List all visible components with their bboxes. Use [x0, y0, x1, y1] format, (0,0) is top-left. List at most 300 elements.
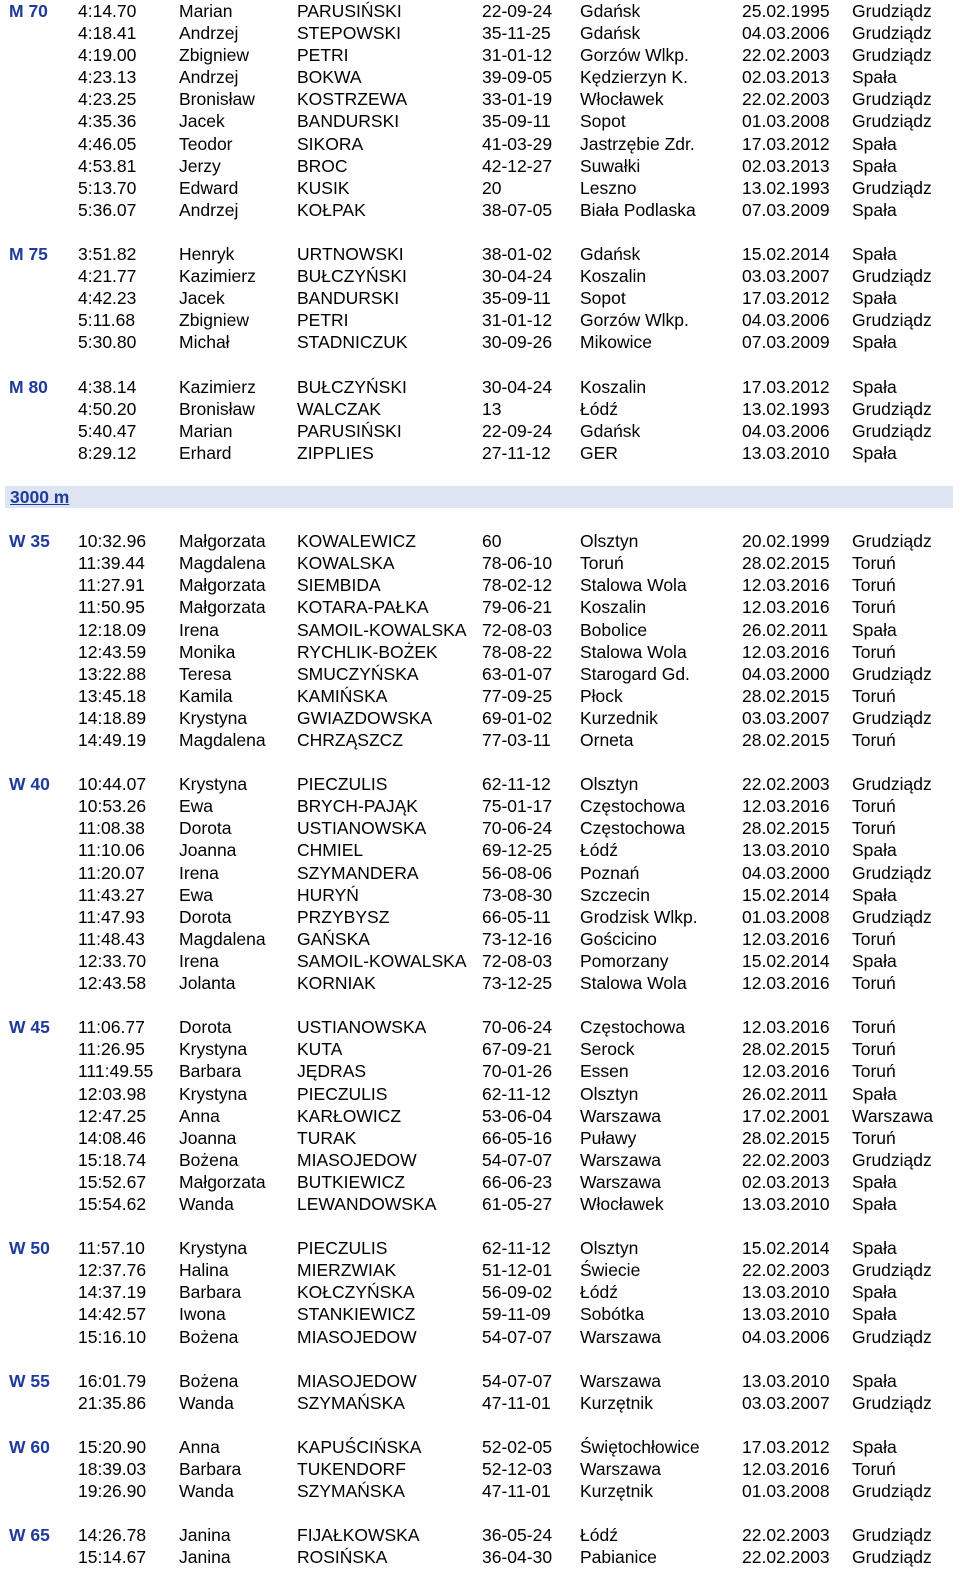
- table-row: [0, 1016, 960, 1038]
- venue: Toruń: [852, 685, 896, 706]
- table-row: [0, 773, 960, 795]
- table-row: [0, 155, 960, 177]
- table-row: [0, 1259, 960, 1281]
- club-city: Olsztyn: [580, 1083, 639, 1104]
- club-city: Jastrzębie Zdr.: [580, 133, 695, 154]
- venue: Grudziądz: [852, 45, 932, 66]
- result-time: 11:39.44: [78, 553, 145, 574]
- first-name: Ewa: [179, 884, 214, 905]
- table-row: [0, 66, 960, 88]
- table-row: [0, 287, 960, 309]
- result-time: 5:30.80: [78, 332, 137, 353]
- birth-date: 36-05-24: [482, 1525, 553, 1546]
- record-date: 17.03.2012: [742, 1437, 830, 1457]
- first-name: Małgorzata: [179, 597, 266, 618]
- club-city: Sopot: [580, 111, 626, 132]
- birth-date: 70-01-26: [482, 1061, 553, 1082]
- last-name: SIEMBIDA: [297, 575, 381, 596]
- venue: Spała: [852, 1282, 897, 1303]
- table-row: [0, 641, 960, 663]
- result-time: 4:23.13: [78, 67, 137, 88]
- club-city: Pabianice: [580, 1547, 657, 1568]
- record-date: 17.02.2001: [742, 1105, 830, 1126]
- result-time: 4:53.81: [78, 155, 137, 176]
- birth-date: 27-11-12: [482, 442, 551, 463]
- result-time: 4:35.36: [78, 111, 137, 132]
- venue: Warszawa: [852, 1105, 934, 1126]
- last-name: KOSTRZEWA: [297, 89, 408, 110]
- last-name: STEPOWSKI: [297, 23, 402, 44]
- venue: Spała: [852, 884, 897, 905]
- spacer: [0, 1502, 960, 1524]
- venue: Grudziądz: [852, 1, 932, 21]
- birth-date: 42-12-27: [482, 155, 553, 176]
- last-name: KOTARA-PAŁKA: [297, 597, 429, 618]
- club-city: Suwałki: [580, 155, 641, 176]
- record-date: 12.03.2016: [742, 1061, 830, 1082]
- venue: Spała: [852, 376, 897, 397]
- record-date: 28.02.2015: [742, 818, 830, 839]
- club-city: Olsztyn: [580, 531, 639, 552]
- last-name: PIECZULIS: [297, 774, 388, 795]
- record-date: 13.03.2010: [742, 840, 830, 861]
- age-category: W 65: [9, 1525, 50, 1546]
- last-name: CHRZĄSZCZ: [297, 730, 403, 750]
- table-row: [0, 1193, 960, 1215]
- record-date: 22.02.2003: [742, 1547, 830, 1568]
- club-city: Płock: [580, 685, 623, 706]
- last-name: JĘDRAS: [297, 1061, 367, 1082]
- first-name: Krystyna: [179, 1039, 248, 1060]
- venue: Grudziądz: [852, 177, 932, 198]
- result-time: 14:18.89: [78, 707, 147, 728]
- record-date: 02.03.2013: [742, 1171, 830, 1192]
- club-city: Essen: [580, 1061, 629, 1082]
- birth-date: 63-01-07: [482, 663, 553, 684]
- venue: Grudziądz: [852, 310, 932, 331]
- last-name: PIECZULIS: [297, 1083, 388, 1104]
- birth-date: 53-06-04: [482, 1105, 553, 1126]
- first-name: Barbara: [179, 1061, 242, 1082]
- first-name: Irena: [179, 950, 219, 971]
- birth-date: 47-11-01: [482, 1481, 551, 1502]
- first-name: Marian: [179, 1, 233, 21]
- birth-date: 30-04-24: [482, 266, 553, 287]
- first-name: Edward: [179, 177, 239, 198]
- record-date: 01.03.2008: [742, 111, 830, 132]
- club-city: Gorzów Wlkp.: [580, 45, 689, 66]
- venue: Spała: [852, 332, 897, 353]
- birth-date: 54-07-07: [482, 1149, 553, 1170]
- record-date: 04.03.2006: [742, 23, 830, 44]
- record-date: 02.03.2013: [742, 67, 830, 88]
- table-row: [0, 1524, 960, 1546]
- last-name: BUŁCZYŃSKI: [297, 376, 407, 397]
- result-time: 15:54.62: [78, 1193, 147, 1214]
- birth-date: 31-01-12: [482, 310, 553, 331]
- birth-date: 79-06-21: [482, 597, 553, 618]
- first-name: Joanna: [179, 1127, 237, 1148]
- venue: Grudziądz: [852, 1525, 932, 1546]
- first-name: Marian: [179, 420, 233, 441]
- birth-date: 73-12-25: [482, 973, 553, 994]
- birth-date: 72-08-03: [482, 619, 553, 640]
- first-name: Wanda: [179, 1481, 234, 1502]
- club-city: Warszawa: [580, 1171, 662, 1192]
- birth-date: 61-05-27: [482, 1193, 553, 1214]
- first-name: Anna: [179, 1105, 220, 1126]
- table-row: [0, 530, 960, 552]
- record-date: 13.03.2010: [742, 1282, 830, 1303]
- result-time: 4:21.77: [78, 266, 137, 287]
- club-city: Warszawa: [580, 1326, 662, 1347]
- result-time: 11:48.43: [78, 928, 145, 949]
- club-city: Olsztyn: [580, 1238, 639, 1259]
- last-name: BANDURSKI: [297, 111, 400, 132]
- club-city: Starogard Gd.: [580, 663, 690, 684]
- table-row: [0, 22, 960, 44]
- record-date: 17.03.2012: [742, 376, 830, 397]
- venue: Toruń: [852, 597, 896, 618]
- result-time: 14:08.46: [78, 1127, 147, 1148]
- result-time: 4:46.05: [78, 133, 137, 154]
- record-date: 15.02.2014: [742, 1238, 830, 1259]
- last-name: BOKWA: [297, 67, 362, 88]
- venue: Spała: [852, 1193, 897, 1214]
- record-date: 12.03.2016: [742, 928, 830, 949]
- venue: Grudziądz: [852, 1547, 932, 1568]
- record-date: 12.03.2016: [742, 641, 830, 662]
- venue: Spała: [852, 199, 897, 220]
- last-name: KARŁOWICZ: [297, 1105, 402, 1126]
- table-row: [0, 552, 960, 574]
- birth-date: 73-12-16: [482, 928, 553, 949]
- result-time: 15:16.10: [78, 1326, 147, 1347]
- table-row: [0, 1480, 960, 1502]
- table-row: [0, 663, 960, 685]
- club-city: Częstochowa: [580, 818, 686, 839]
- club-city: Grodzisk Wlkp.: [580, 906, 698, 927]
- first-name: Iwona: [179, 1304, 226, 1325]
- result-time: 16:01.79: [78, 1370, 147, 1391]
- table-row: [0, 928, 960, 950]
- record-date: 28.02.2015: [742, 1039, 830, 1060]
- last-name: PETRI: [297, 310, 349, 331]
- first-name: Kazimierz: [179, 266, 256, 287]
- result-time: 13:45.18: [78, 685, 147, 706]
- last-name: LEWANDOWSKA: [297, 1193, 437, 1214]
- table-row: [0, 574, 960, 596]
- record-date: 03.03.2007: [742, 266, 830, 287]
- record-date: 15.02.2014: [742, 950, 830, 971]
- table-row: [0, 88, 960, 110]
- birth-date: 31-01-12: [482, 45, 553, 66]
- table-row: [0, 177, 960, 199]
- birth-date: 56-08-06: [482, 862, 553, 883]
- age-category: W 40: [9, 774, 50, 795]
- last-name: KOWALSKA: [297, 553, 395, 574]
- result-time: 11:10.06: [78, 840, 145, 861]
- last-name: SMUCZYŃSKA: [297, 663, 419, 684]
- club-city: Bobolice: [580, 619, 648, 640]
- table-row: [0, 1060, 960, 1082]
- club-city: Gorzów Wlkp.: [580, 310, 689, 331]
- club-city: Kurzednik: [580, 707, 658, 728]
- record-date: 07.03.2009: [742, 199, 830, 220]
- record-date: 22.02.2003: [742, 1525, 830, 1546]
- club-city: Gdańsk: [580, 1, 641, 21]
- table-row: [0, 1436, 960, 1458]
- venue: Toruń: [852, 818, 896, 839]
- record-date: 04.03.2000: [742, 663, 830, 684]
- first-name: Andrzej: [179, 199, 239, 220]
- first-name: Bożena: [179, 1326, 239, 1347]
- result-time: 19:26.90: [78, 1481, 147, 1502]
- club-city: Serock: [580, 1039, 635, 1060]
- last-name: BRYCH-PAJĄK: [297, 796, 418, 817]
- venue: Grudziądz: [852, 1260, 932, 1281]
- result-time: 4:50.20: [78, 398, 137, 419]
- club-city: Warszawa: [580, 1105, 662, 1126]
- birth-date: 51-12-01: [482, 1260, 553, 1281]
- birth-date: 60: [482, 531, 502, 552]
- birth-date: 78-08-22: [482, 641, 553, 662]
- venue: Spała: [852, 67, 897, 88]
- spacer: [0, 1414, 960, 1436]
- last-name: MIASOJEDOW: [297, 1326, 417, 1347]
- birth-date: 56-09-02: [482, 1282, 553, 1303]
- table-row: [0, 265, 960, 287]
- table-row: [0, 839, 960, 861]
- club-city: Gościcino: [580, 928, 657, 949]
- first-name: Bronisław: [179, 398, 255, 419]
- first-name: Teresa: [179, 663, 232, 684]
- table-row: [0, 906, 960, 928]
- result-time: 11:20.07: [78, 862, 145, 883]
- first-name: Irena: [179, 862, 219, 883]
- birth-date: 73-08-30: [482, 884, 553, 905]
- birth-date: 54-07-07: [482, 1326, 553, 1347]
- record-date: 03.03.2007: [742, 1392, 830, 1413]
- spacer: [0, 751, 960, 773]
- result-time: 11:08.38: [78, 818, 145, 839]
- result-time: 12:37.76: [78, 1260, 147, 1281]
- result-time: 11:27.91: [78, 575, 145, 596]
- venue: Grudziądz: [852, 398, 932, 419]
- last-name: KAPUŚCIŃSKA: [297, 1437, 422, 1457]
- birth-date: 59-11-09: [482, 1304, 551, 1325]
- venue: Spała: [852, 1370, 897, 1391]
- last-name: GAŃSKA: [297, 928, 370, 949]
- birth-date: 22-09-24: [482, 420, 553, 441]
- birth-date: 52-02-05: [482, 1437, 553, 1457]
- record-date: 25.02.1995: [742, 1, 830, 21]
- club-city: Olsztyn: [580, 774, 639, 795]
- table-row: [0, 862, 960, 884]
- first-name: Andrzej: [179, 23, 239, 44]
- birth-date: 70-06-24: [482, 818, 553, 839]
- club-city: Warszawa: [580, 1149, 662, 1170]
- result-time: 4:23.25: [78, 89, 137, 110]
- club-city: Kurzętnik: [580, 1392, 653, 1413]
- table-row: [0, 1038, 960, 1060]
- record-date: 28.02.2015: [742, 685, 830, 706]
- result-time: 111:49.55: [78, 1061, 154, 1082]
- venue: Toruń: [852, 575, 896, 596]
- age-category: M 70: [9, 1, 48, 21]
- club-city: Włocławek: [580, 89, 664, 110]
- result-time: 11:43.27: [78, 884, 145, 905]
- birth-date: 78-02-12: [482, 575, 553, 596]
- result-time: 5:13.70: [78, 177, 137, 198]
- result-time: 18:39.03: [78, 1459, 147, 1480]
- first-name: Jacek: [179, 111, 225, 132]
- first-name: Erhard: [179, 442, 232, 463]
- table-row: [0, 442, 960, 464]
- birth-date: 67-09-21: [482, 1039, 553, 1060]
- club-city: Puławy: [580, 1127, 637, 1148]
- last-name: BUTKIEWICZ: [297, 1171, 405, 1192]
- club-city: Stalowa Wola: [580, 641, 687, 662]
- birth-date: 72-08-03: [482, 950, 553, 971]
- birth-date: 77-09-25: [482, 685, 553, 706]
- first-name: Dorota: [179, 1017, 232, 1038]
- birth-date: 39-09-05: [482, 67, 553, 88]
- birth-date: 69-12-25: [482, 840, 553, 861]
- club-city: Warszawa: [580, 1459, 662, 1480]
- last-name: BROC: [297, 155, 348, 176]
- club-city: Biała Podlaska: [580, 199, 696, 220]
- table-row: [0, 1083, 960, 1105]
- club-city: Świętochłowice: [580, 1437, 700, 1457]
- record-date: 13.03.2010: [742, 1193, 830, 1214]
- first-name: Jacek: [179, 288, 225, 309]
- venue: Grudziądz: [852, 89, 932, 110]
- table-row: [0, 1105, 960, 1127]
- last-name: HURYŃ: [297, 884, 359, 905]
- venue: Toruń: [852, 1061, 896, 1082]
- table-row: [0, 331, 960, 353]
- venue: Toruń: [852, 641, 896, 662]
- venue: Grudziądz: [852, 663, 932, 684]
- section-header: [5, 486, 953, 508]
- birth-date: 69-01-02: [482, 707, 553, 728]
- spacer: [0, 221, 960, 243]
- first-name: Barbara: [179, 1459, 242, 1480]
- result-time: 14:37.19: [78, 1282, 147, 1303]
- table-row: [0, 1370, 960, 1392]
- venue: Spała: [852, 950, 897, 971]
- first-name: Teodor: [179, 133, 233, 154]
- last-name: SIKORA: [297, 133, 364, 154]
- last-name: SZYMAŃSKA: [297, 1481, 405, 1502]
- birth-date: 33-01-19: [482, 89, 553, 110]
- spacer: [0, 464, 960, 486]
- first-name: Dorota: [179, 818, 232, 839]
- birth-date: 78-06-10: [482, 553, 553, 574]
- table-row: [0, 1237, 960, 1259]
- record-date: 01.03.2008: [742, 1481, 830, 1502]
- venue: Grudziądz: [852, 1392, 932, 1413]
- first-name: Magdalena: [179, 928, 266, 949]
- result-time: 4:42.23: [78, 288, 137, 309]
- club-city: Łódź: [580, 1282, 618, 1303]
- birth-date: 30-09-26: [482, 332, 553, 353]
- table-row: [0, 199, 960, 221]
- last-name: KOŁPAK: [297, 199, 366, 220]
- first-name: Magdalena: [179, 553, 266, 574]
- records-table-bottom: [0, 508, 960, 1569]
- result-time: 4:14.70: [78, 1, 137, 21]
- first-name: Krystyna: [179, 1238, 248, 1259]
- first-name: Jerzy: [179, 155, 221, 176]
- club-city: Łódź: [580, 398, 618, 419]
- first-name: Monika: [179, 641, 236, 662]
- birth-date: 66-06-23: [482, 1171, 553, 1192]
- venue: Toruń: [852, 928, 896, 949]
- result-time: 8:29.12: [78, 442, 137, 463]
- result-time: 21:35.86: [78, 1392, 147, 1413]
- venue: Spała: [852, 288, 897, 309]
- birth-date: 77-03-11: [482, 730, 551, 750]
- club-city: Leszno: [580, 177, 637, 198]
- result-time: 12:18.09: [78, 619, 147, 640]
- table-row: [0, 619, 960, 641]
- club-city: Stalowa Wola: [580, 575, 687, 596]
- first-name: Zbigniew: [179, 45, 250, 66]
- venue: Grudziądz: [852, 862, 932, 883]
- first-name: Krystyna: [179, 707, 248, 728]
- table-row: [0, 884, 960, 906]
- last-name: BUŁCZYŃSKI: [297, 266, 407, 287]
- record-date: 22.02.2003: [742, 1260, 830, 1281]
- result-time: 13:22.88: [78, 663, 147, 684]
- result-time: 10:32.96: [78, 531, 147, 552]
- record-date: 28.02.2015: [742, 1127, 830, 1148]
- club-city: Sopot: [580, 288, 626, 309]
- result-time: 15:20.90: [78, 1437, 147, 1457]
- table-row: [0, 1303, 960, 1325]
- birth-date: 35-11-25: [482, 23, 551, 44]
- record-date: 12.03.2016: [742, 796, 830, 817]
- venue: Spała: [852, 619, 897, 640]
- table-row: [0, 729, 960, 751]
- club-city: Koszalin: [580, 597, 647, 618]
- result-time: 5:36.07: [78, 199, 137, 220]
- first-name: Bożena: [179, 1370, 239, 1391]
- club-city: Orneta: [580, 730, 634, 750]
- birth-date: 70-06-24: [482, 1017, 553, 1038]
- table-row: [0, 420, 960, 442]
- venue: Spała: [852, 1238, 897, 1259]
- venue: Grudziądz: [852, 1149, 932, 1170]
- table-row: [0, 596, 960, 618]
- venue: Grudziądz: [852, 111, 932, 132]
- club-city: GER: [580, 442, 618, 463]
- last-name: KAMIŃSKA: [297, 685, 388, 706]
- age-category: W 50: [9, 1238, 50, 1259]
- last-name: RYCHLIK-BOŻEK: [297, 641, 438, 662]
- venue: Spała: [852, 442, 897, 463]
- table-row: [0, 1326, 960, 1348]
- club-city: Toruń: [580, 553, 624, 574]
- club-city: Poznań: [580, 862, 640, 883]
- birth-date: 22-09-24: [482, 1, 553, 21]
- last-name: PARUSIŃSKI: [297, 1, 402, 21]
- result-time: 12:33.70: [78, 950, 147, 971]
- last-name: ROSIŃSKA: [297, 1547, 388, 1568]
- birth-date: 20: [482, 177, 502, 198]
